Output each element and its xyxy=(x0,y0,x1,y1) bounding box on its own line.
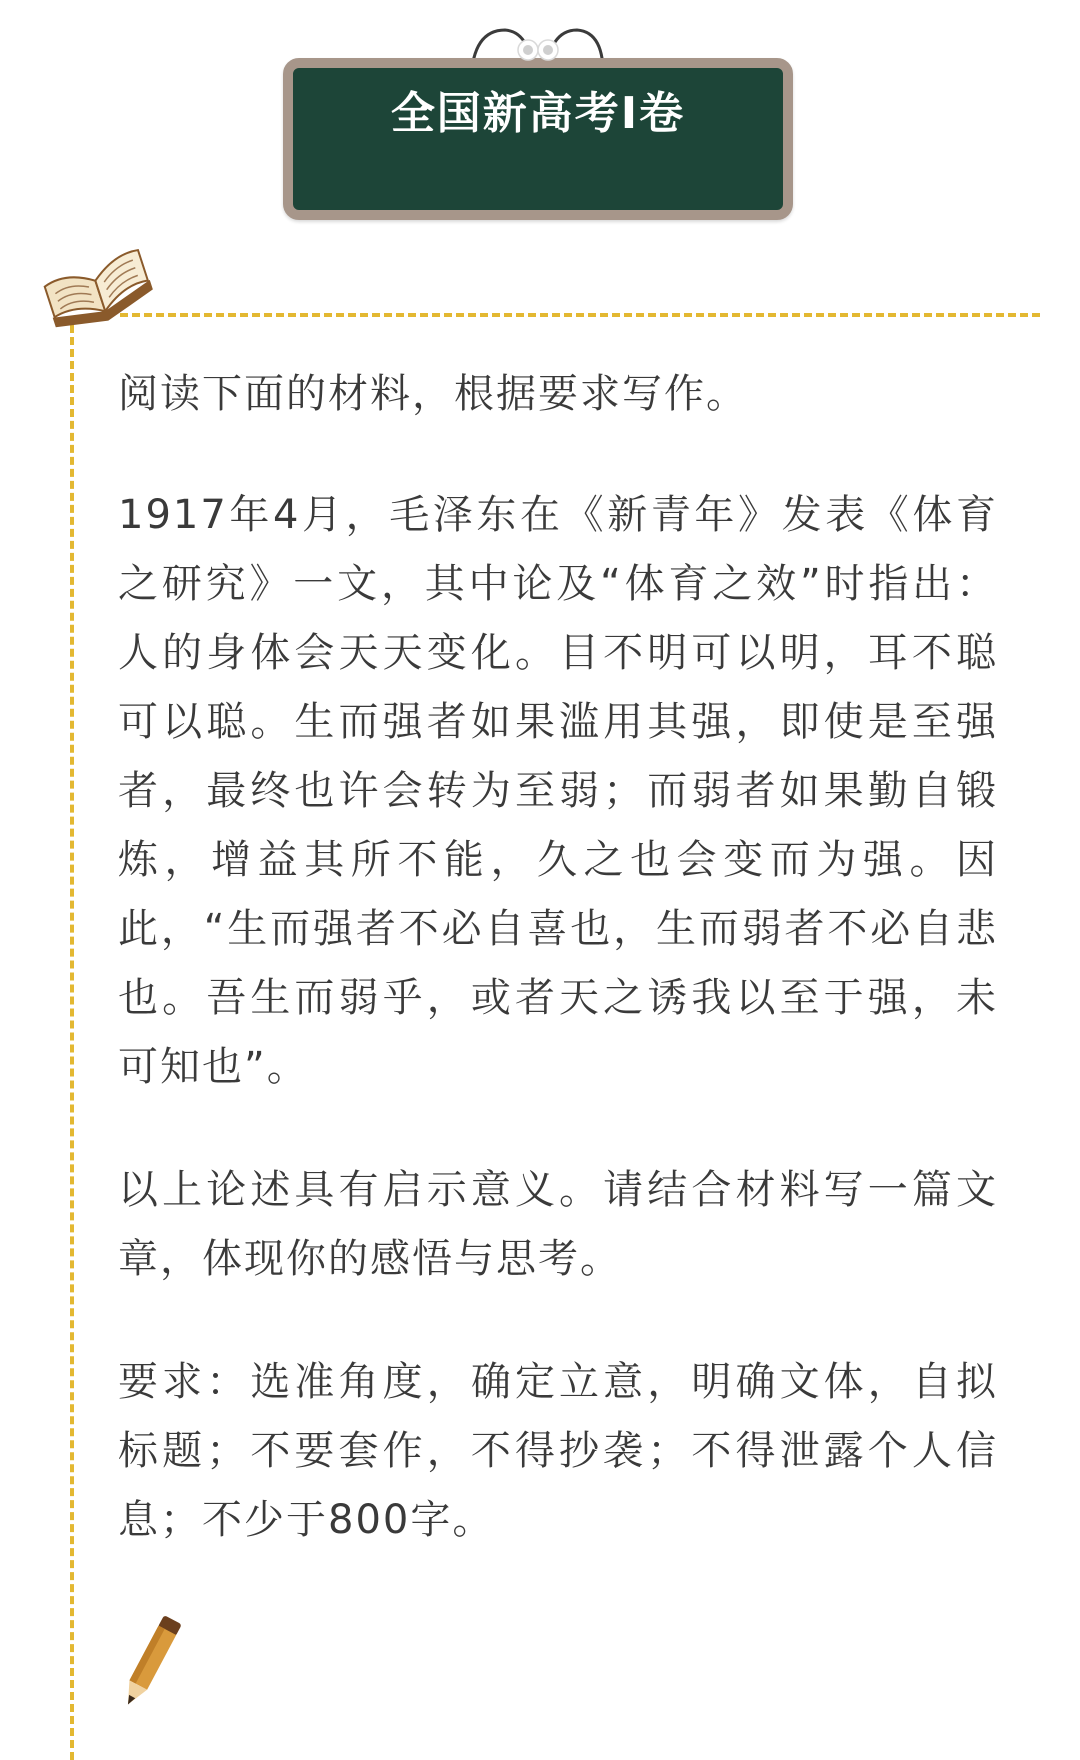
open-book-icon xyxy=(40,240,160,340)
dashed-border-left xyxy=(70,325,74,1760)
instruction-paragraph: 阅读下面的材料，根据要求写作。 xyxy=(118,371,748,417)
pencil-icon xyxy=(110,1608,190,1718)
title-board xyxy=(283,20,793,220)
dashed-border-top xyxy=(120,313,1040,317)
essay-prompt xyxy=(118,360,998,1609)
task-paragraph: 以上论述具有启示意义。请结合材料写一篇文章，体现你的感悟与思考。 xyxy=(118,1167,998,1282)
pushpin-icon xyxy=(516,38,560,62)
material-paragraph: 1917年4月，毛泽东在《新青年》发表《体育之研究》一文，其中论及“体育之效”时指出：人的身体会天天变化。目不明可以明，耳不聪可以聪。生而强者如果滥用其强，即使是至强者，最终也许会转为至弱；而弱者如果勤自锻炼，增益其所不能，久之也会变而为强。因此，“生而强者不必自喜也，生而弱者不必自悲也。吾生而弱乎，或者天之诱我以至于强，未可知也”。 xyxy=(118,492,998,1090)
page-title: 全国新高考I卷 xyxy=(390,88,686,139)
requirements-paragraph: 要求：选准角度，确定立意，明确文体，自拟标题；不要套作，不得抄袭；不得泄露个人信息；不少于800字。 xyxy=(118,1359,998,1543)
